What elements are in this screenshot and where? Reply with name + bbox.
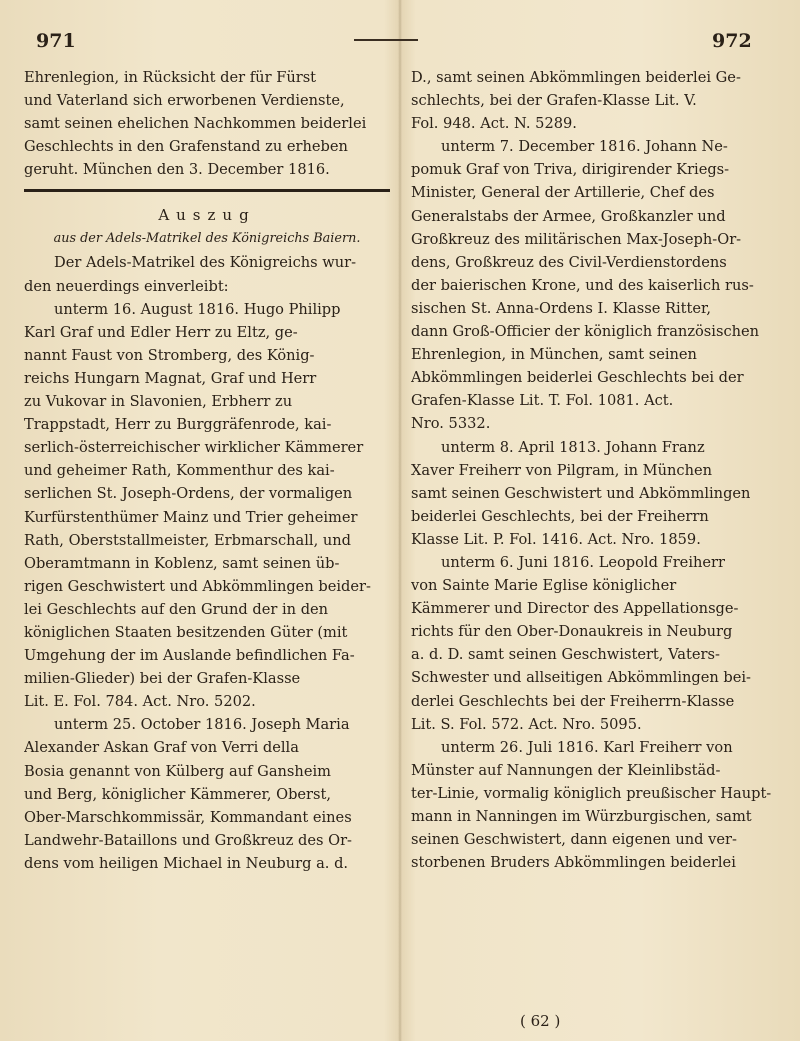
right-page-number: 972: [712, 30, 752, 52]
text-line: geruht. München den 3. December 1816.: [24, 161, 330, 179]
text-line: und Berg, königlicher Kämmerer, Oberst,: [24, 785, 332, 803]
text-line: Abkömmlingen beiderlei Geschlechts bei der: [411, 369, 744, 387]
text-line: Münster auf Nannungen der Kleinlibstäd-: [411, 761, 721, 779]
text-line: Fol. 948. Act. N. 5289.: [411, 115, 577, 133]
section-subheading: aus der Adels-Matrikel des Königreichs Baiern.: [53, 231, 361, 247]
text-line: unterm 8. April 1813. Johann Franz: [441, 438, 705, 456]
text-line: dens vom heiligen Michael in Neuburg a. d.: [24, 854, 349, 872]
text-line: dann Groß-Officier der königlich französischen: [411, 323, 760, 341]
text-line: Karl Graf und Edler Herr zu Eltz, ge-: [24, 323, 298, 341]
signature-mark: ( 62 ): [520, 1012, 561, 1030]
text-line: Schwester und allseitigen Abkömmlingen bei-: [411, 669, 751, 687]
text-line: serlich-österreichischer wirklicher Kämmerer: [24, 439, 364, 457]
text-line: unterm 7. December 1816. Johann Ne-: [441, 138, 728, 156]
text-line: Ober-Marschkommissär, Kommandant eines: [24, 808, 352, 826]
text-line: milien-Glieder) bei der Grafen-Klasse: [24, 670, 301, 688]
text-line: Lit. E. Fol. 784. Act. Nro. 5202.: [24, 693, 256, 711]
text-line: Geschlechts in den Grafenstand zu erheben: [24, 138, 348, 156]
text-line: unterm 26. Juli 1816. Karl Freiherr von: [441, 738, 733, 756]
left-page-number: 971: [36, 30, 76, 52]
text-line: unterm 25. October 1816. Joseph Maria: [54, 716, 350, 734]
text-line: nannt Faust von Stromberg, des König-: [24, 346, 315, 364]
text-line: Ehrenlegion, in München, samt seinen: [411, 346, 697, 364]
text-line: richts für den Ober-Donaukreis in Neuburg: [411, 623, 733, 641]
text-line: D., samt seinen Abkömmlingen beiderlei Ge-: [411, 69, 741, 86]
text-line: Bosia genannt von Külberg auf Gansheim: [24, 762, 331, 780]
text-line: Großkreuz des militärischen Max-Joseph-Or-: [411, 230, 742, 248]
text-line: storbenen Bruders Abkömmlingen beiderlei: [411, 854, 736, 872]
text-line: Nro. 5332.: [411, 415, 491, 433]
left-column: [24, 66, 390, 875]
text-line: den neuerdings einverleibt:: [24, 277, 229, 295]
text-line: Oberamtmann in Koblenz, samt seinen üb-: [24, 554, 340, 572]
text-line: der baierischen Krone, und des kaiserlich rus-: [411, 276, 754, 294]
text-line: Generalstabs der Armee, Großkanzler und: [411, 207, 726, 225]
right-column: [411, 66, 783, 874]
gutter-shadow: [398, 0, 402, 1041]
text-line: mann in Nanningen im Würzburgischen, samt: [411, 808, 752, 825]
text-line: Lit. S. Fol. 572. Act. Nro. 5095.: [411, 715, 642, 733]
text-line: schlechts, bei der Grafen-Klasse Lit. V.: [411, 92, 697, 110]
text-line: und geheimer Rath, Kommenthur des kai-: [24, 462, 335, 480]
text-line: Umgehung der im Auslande befindlichen Fa-: [24, 647, 355, 665]
text-line: unterm 16. August 1816. Hugo Philipp: [54, 300, 341, 318]
text-line: samt seinen Geschwistert und Abkömmlingen: [411, 484, 751, 502]
left-body-text: [24, 251, 390, 875]
text-line: samt seinen ehelichen Nachkommen beiderlei: [24, 115, 367, 133]
text-line: serlichen St. Joseph-Ordens, der vormaligen: [24, 485, 353, 503]
section-divider: [24, 189, 390, 196]
text-line: Alexander Askan Graf von Verri della: [24, 739, 299, 757]
text-line: dens, Großkreuz des Civil-Verdienstordens: [411, 253, 727, 271]
text-line: von Sainte Marie Eglise königlicher: [411, 577, 677, 595]
intro-paragraph: [24, 66, 390, 181]
text-line: königlichen Staaten besitzenden Güter (mit: [24, 623, 348, 641]
text-line: Grafen-Klasse Lit. T. Fol. 1081. Act.: [411, 392, 674, 410]
text-line: rigen Geschwistert und Abkömmlingen beider-: [24, 577, 371, 595]
text-line: Klasse Lit. P. Fol. 1416. Act. Nro. 1859.: [411, 530, 701, 548]
text-line: Der Adels-Matrikel des Königreichs wur-: [54, 254, 357, 272]
text-line: Kämmerer und Director des Appellationsge-: [411, 600, 739, 618]
text-line: derlei Geschlechts bei der Freiherrn-Klasse: [411, 692, 735, 710]
text-line: zu Vukovar in Slavonien, Erbherr zu: [24, 393, 293, 411]
text-line: Kurfürstenthümer Mainz und Trier geheimer: [24, 508, 358, 526]
right-body-text: [411, 66, 783, 874]
text-line: a. d. D. samt seinen Geschwistert, Vaters-: [411, 646, 720, 664]
text-line: Rath, Oberststallmeister, Erbmarschall, und: [24, 531, 352, 549]
text-line: und Vaterland sich erworbenen Verdienste,: [24, 92, 345, 110]
text-line: Ehrenlegion, in Rücksicht der für Fürst: [24, 69, 317, 86]
section-heading: Auszug: [158, 206, 256, 225]
text-line: ter-Linie, vormalig königlich preußischer Haupt-: [411, 784, 772, 802]
text-line: lei Geschlechts auf den Grund der in den: [24, 600, 329, 618]
text-line: Landwehr-Bataillons und Großkreuz des Or-: [24, 831, 352, 849]
text-line: Trappstadt, Herr zu Burggräfenrode, kai-: [24, 416, 332, 434]
text-line: unterm 6. Juni 1816. Leopold Freiherr: [441, 553, 725, 571]
header-rule: [354, 39, 418, 41]
text-line: Minister, General der Artillerie, Chef des: [411, 184, 715, 202]
text-line: Xaver Freiherr von Pilgram, in München: [411, 461, 713, 479]
text-line: pomuk Graf von Triva, dirigirender Kriegs-: [411, 161, 730, 179]
text-line: seinen Geschwistert, dann eigenen und ver-: [411, 831, 737, 849]
text-line: reichs Hungarn Magnat, Graf und Herr: [24, 369, 317, 387]
text-line: beiderlei Geschlechts, bei der Freiherrn: [411, 507, 709, 525]
text-line: sischen St. Anna-Ordens I. Klasse Ritter,: [411, 299, 712, 317]
